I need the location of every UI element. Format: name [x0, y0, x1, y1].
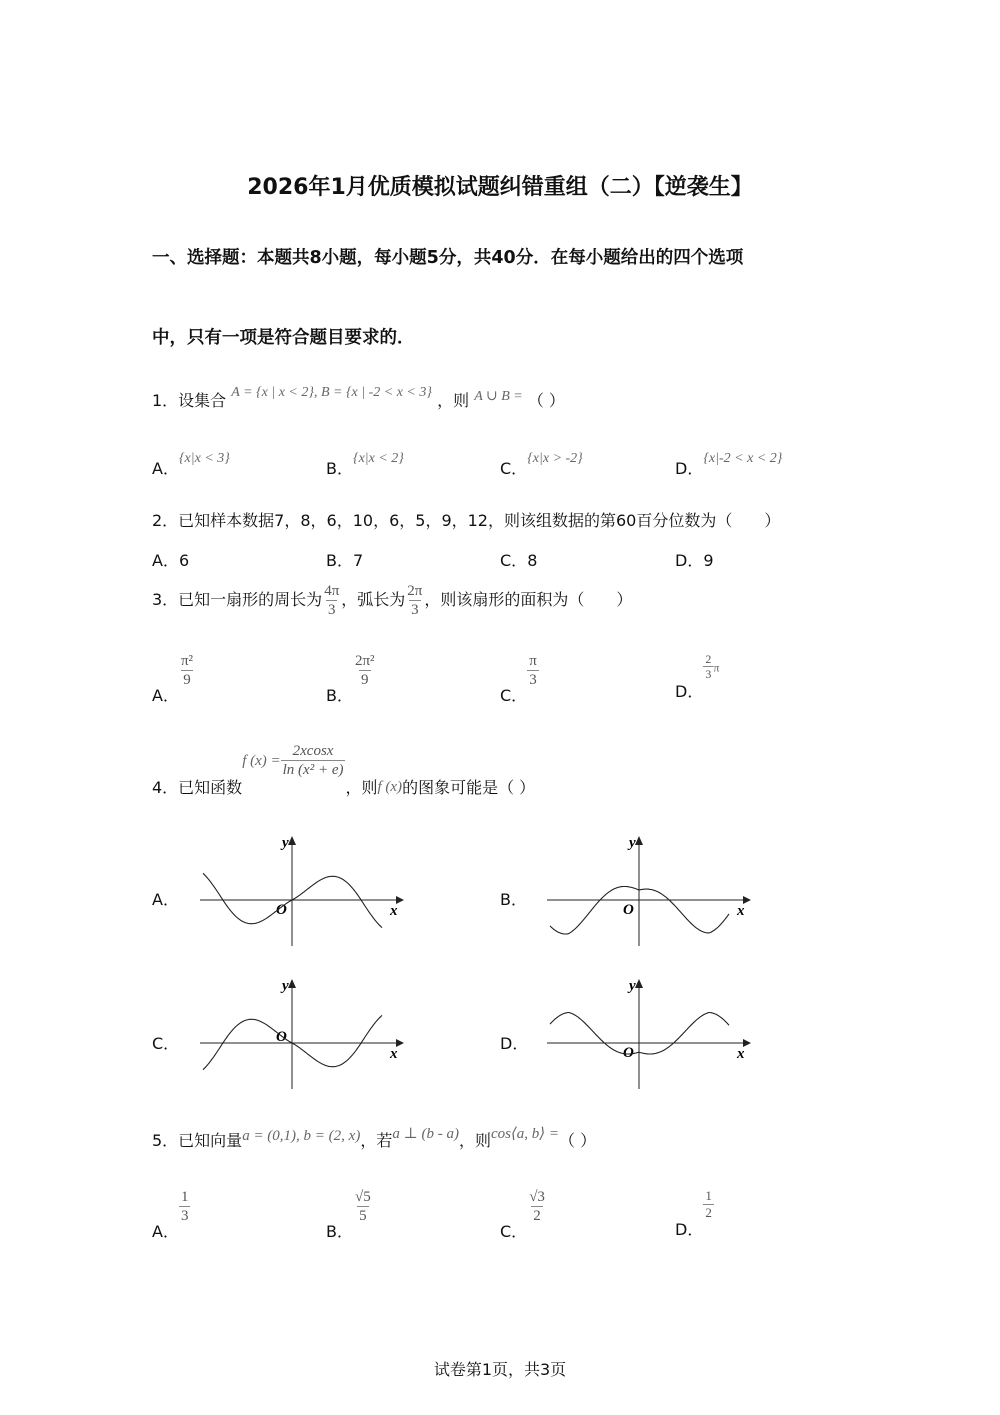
q5-option-d[interactable]: D． $\frac{1}{2}$ [675, 1188, 712, 1239]
q1-mid: ，则 [437, 391, 470, 410]
q5-option-b[interactable]: B． $\frac{√5}{5}$ [326, 1189, 371, 1241]
q2-option-d[interactable]: D．9 [675, 551, 714, 570]
q3-option-c[interactable]: C． $\frac{\pi}{3}$ [500, 653, 537, 705]
q1-prefix: 1．设集合 [152, 391, 227, 410]
q1-set-formula: A = {x | x < 2}, B = {x | -2 < x < 3} [231, 385, 432, 400]
q4-suffix: 的图象可能是（ ） [402, 778, 536, 797]
q5-mid1: ，若 [360, 1131, 393, 1150]
question-2: 2．已知样本数据7，8，6，10，6，5，9，12，则该组数据的第60百分位数为（ ） [152, 511, 781, 530]
q3-perimeter-fraction: $\frac{4\pi}{3}$ [324, 583, 340, 618]
x-axis-label: x [390, 903, 398, 919]
q5-prefix: 5．已知向量 [152, 1131, 243, 1150]
q4-prefix: 4．已知函数 [152, 778, 243, 797]
y-axis-arrow [288, 979, 296, 988]
q1-option-d[interactable]: D．{x|-2 < x < 2} [675, 451, 783, 478]
origin-label: O [276, 1029, 287, 1045]
q4-option-a-label[interactable]: A． [152, 890, 179, 909]
q4-graph-a[interactable] [195, 832, 410, 950]
origin-label: O [623, 1045, 634, 1061]
y-axis-arrow [288, 836, 296, 845]
q4-func-fraction: $\frac{2xcosx}{\text{ln (x² + e)}}$ [282, 743, 344, 778]
q3-mid: ，弧长为 [341, 590, 406, 609]
question-4 [152, 742, 536, 797]
question-3 [152, 582, 632, 619]
q4-func-ref: f (x) [377, 779, 403, 795]
q1-option-a[interactable]: A．{x|x < 3} [152, 451, 230, 478]
x-axis-label: x [737, 903, 745, 919]
q4-graph-c[interactable] [195, 975, 410, 1093]
page-title: 2026年1月优质模拟试题纠错重组（二）【逆袭生】 [247, 175, 753, 200]
q1-option-d-text: {x|-2 < x < 2} [703, 451, 783, 466]
page-footer: 试卷第1页，共3页 [433, 1360, 567, 1379]
q4-func-lhs: f (x) = [242, 753, 281, 769]
q5-option-c[interactable]: C． $\frac{√3}{2}$ [500, 1189, 545, 1241]
q5-cos-expression: cos⟨a, b⟩ = [490, 1126, 560, 1142]
q5-vectors: a = (0,1), b = (2, x) [242, 1128, 361, 1144]
q2-option-b[interactable]: B．7 [326, 551, 364, 570]
q4-mid: ，则 [345, 778, 378, 797]
q4-graph-b[interactable] [542, 832, 757, 950]
q3-option-a[interactable]: A． $\frac{\text{π²}}{9}$ [152, 653, 194, 705]
origin-label: O [623, 902, 634, 918]
q2-option-a[interactable]: A．6 [152, 551, 190, 570]
section-instructions-line1: 一、选择题：本题共8小题，每小题5分，共40分．在每小题给出的四个选项 [152, 248, 744, 268]
question-5 [152, 1128, 596, 1151]
q3-option-d[interactable]: D． $\frac{2}{3}$ π [675, 652, 720, 702]
q1-option-c[interactable]: C．{x|x > -2} [500, 451, 583, 478]
q1-option-b[interactable]: B．{x|x < 2} [326, 451, 404, 478]
q1-union-formula: A ∪ B = [474, 389, 523, 404]
x-axis-label: x [390, 1046, 398, 1062]
q4-option-d-label[interactable]: D． [500, 1034, 529, 1053]
origin-label: O [276, 902, 287, 918]
q3-arc-fraction: $\frac{2\pi}{3}$ [407, 583, 423, 618]
y-axis-label: y [629, 835, 636, 851]
y-axis-label: y [282, 978, 289, 994]
y-axis-label: y [629, 978, 636, 994]
q4-option-b-label[interactable]: B． [500, 890, 527, 909]
q5-condition: a ⊥ (b - a) [392, 1126, 459, 1142]
q4-graph-d[interactable] [542, 975, 757, 1093]
question-1 [152, 385, 565, 411]
x-axis-label: x [737, 1046, 745, 1062]
q5-option-a[interactable]: A． $\frac{1}{3}$ [152, 1189, 189, 1241]
q1-option-c-text: {x|x > -2} [527, 451, 583, 466]
q1-option-b-text: {x|x < 2} [352, 451, 404, 466]
y-axis-arrow [635, 836, 643, 845]
section-instructions-line2: 中，只有一项是符合题目要求的． [152, 328, 415, 348]
q3-suffix: ，则该扇形的面积为（ ） [424, 590, 633, 609]
q1-suffix: （ ） [527, 391, 565, 410]
q1-option-a-text: {x|x < 3} [178, 451, 230, 466]
q5-suffix: （ ） [559, 1131, 597, 1150]
q5-mid2: ，则 [458, 1131, 491, 1150]
q2-option-c[interactable]: C．8 [500, 551, 538, 570]
y-axis-label: y [282, 835, 289, 851]
q4-option-c-label[interactable]: C． [152, 1034, 180, 1053]
y-axis-arrow [635, 979, 643, 988]
q3-option-b[interactable]: B． $\frac{\text{2π²}}{9}$ [326, 653, 375, 705]
q3-prefix: 3．已知一扇形的周长为 [152, 590, 323, 609]
